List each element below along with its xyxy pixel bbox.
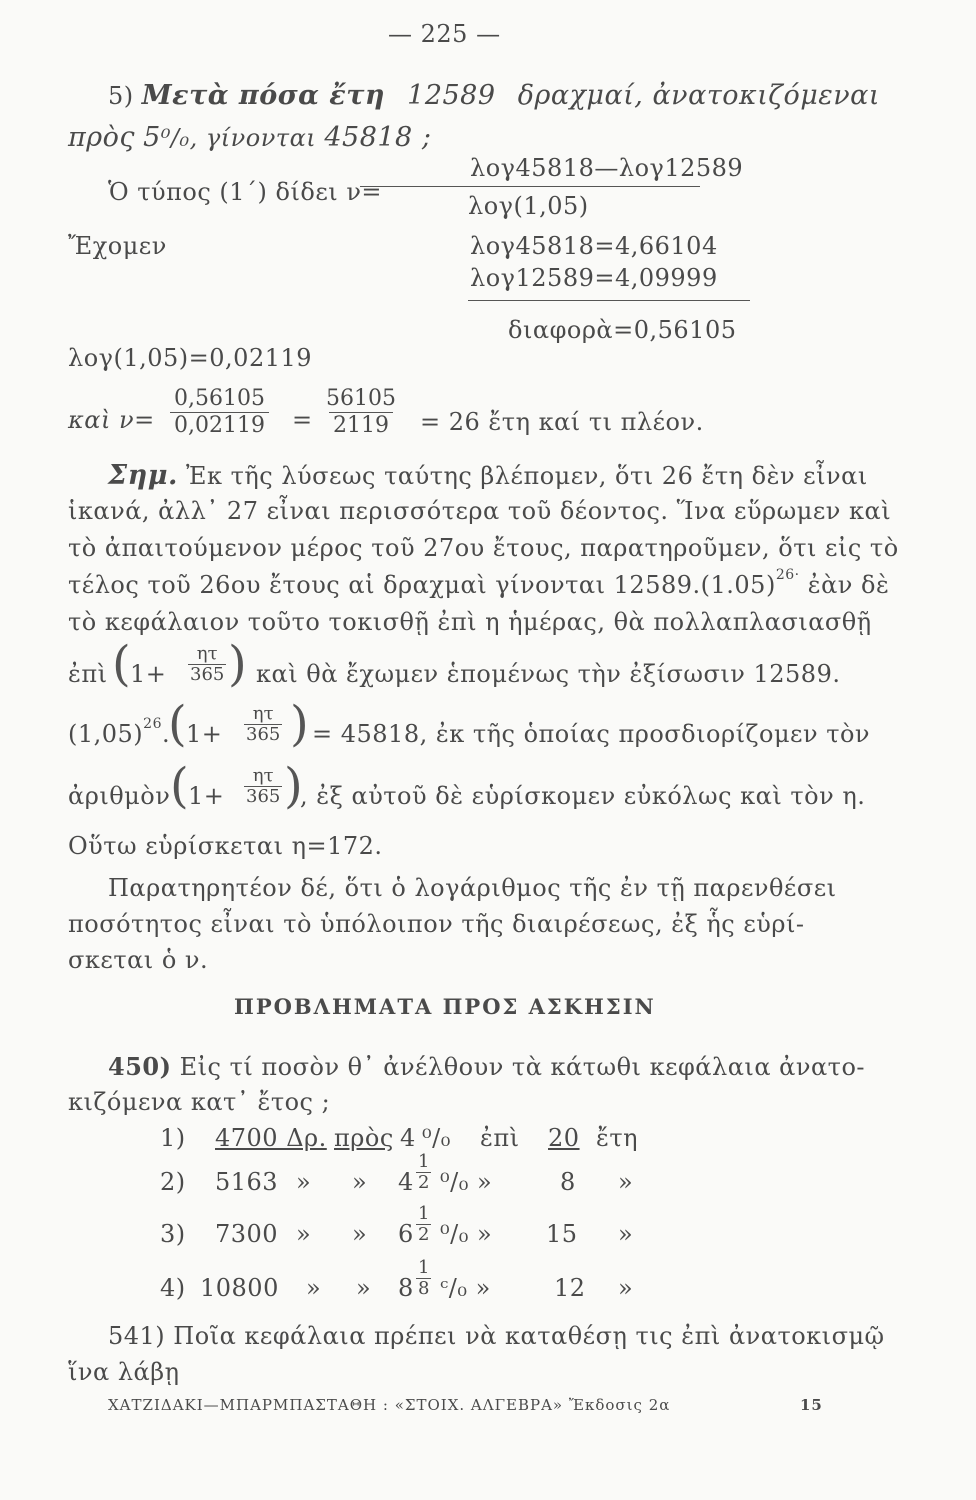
subtraction-rule bbox=[468, 300, 750, 301]
row-ditto-3: » bbox=[618, 1220, 634, 1248]
row-ditto: » bbox=[306, 1274, 322, 1302]
formula-rule bbox=[360, 186, 700, 187]
eta-tau-num-2: ητ bbox=[252, 703, 274, 724]
formula-denominator: λογ(1,05) bbox=[468, 192, 589, 220]
exponent-26: 26 bbox=[143, 716, 162, 732]
row-years: 15 bbox=[546, 1220, 578, 1248]
close-paren-3: ) bbox=[284, 758, 303, 814]
exercise-541-line-2: ἵνα λάβῃ bbox=[68, 1358, 180, 1386]
open-paren-3: ( bbox=[170, 758, 189, 814]
note-line-12: σκεται ὁ ν. bbox=[68, 946, 209, 974]
difference: διαφορὰ=0,56105 bbox=[508, 316, 737, 344]
row-fraction-num: 1 bbox=[418, 1203, 430, 1224]
row-ditto-2: » bbox=[356, 1274, 372, 1302]
problem-5-text-2: δραχμαί, ἀνατοκιζόμεναι bbox=[517, 80, 880, 111]
one-plus: 1+ bbox=[130, 660, 167, 688]
row-fraction-num: 1 bbox=[418, 1151, 430, 1172]
kai-v: καὶ ν= bbox=[68, 406, 155, 434]
fraction-1-numerator: 0,56105 bbox=[174, 386, 265, 411]
exercise-450-line-2: κιζόμενα κατ᾿ ἔτος ; bbox=[68, 1088, 331, 1116]
row-pros: πρὸς bbox=[334, 1124, 394, 1152]
row-ditto-3: » bbox=[618, 1274, 634, 1302]
row-amount: 7300 bbox=[215, 1220, 279, 1248]
problem-5-rate: 5 bbox=[143, 122, 161, 153]
note-line-2: ἱκανά, ἀλλ᾿ 27 εἶναι περισσότερα τοῦ δέοντος. Ἵνα εὕρωμεν καὶ bbox=[68, 497, 892, 525]
one-plus-2: 1+ bbox=[186, 720, 223, 748]
open-paren-2: ( bbox=[168, 696, 187, 752]
row-ditto-2: » bbox=[352, 1168, 368, 1196]
row-years: 12 bbox=[554, 1274, 586, 1302]
log-45818: λογ45818=4,66104 bbox=[470, 232, 718, 260]
note-line-3: τὸ ἀπαιτούμενον μέρος τοῦ 27ου ἔτους, παρατηροῦμεν, ὅτι εἰς τὸ bbox=[68, 534, 899, 562]
close-paren: ) bbox=[228, 636, 247, 692]
row-rate: 4 bbox=[400, 1124, 416, 1152]
row-number: 2) bbox=[160, 1168, 186, 1196]
note-line-1: Ἐκ τῆς λύσεως ταύτης βλέπομεν, ὅτι 26 ἔτη δὲν εἶναι bbox=[186, 462, 868, 490]
row-number: 4) bbox=[160, 1274, 186, 1302]
fraction-2 bbox=[322, 386, 400, 439]
problem-5-final: 45818 ; bbox=[324, 122, 432, 153]
row-rate-unit: ⁰/₀ bbox=[422, 1124, 451, 1152]
row-ditto: » bbox=[296, 1220, 312, 1248]
eta-tau-fraction-3 bbox=[244, 766, 282, 807]
row-fraction-den: 2 bbox=[418, 1224, 430, 1245]
row-rate: 6 bbox=[398, 1220, 414, 1248]
row-ditto: » bbox=[296, 1168, 312, 1196]
equals-sign: = bbox=[292, 406, 313, 434]
exercise-541-line-1: 541) Ποῖα κεφάλαια πρέπει νὰ καταθέσῃ τις ἐπὶ ἀνατοκισμῷ bbox=[108, 1322, 885, 1350]
fraction-1-denominator: 0,02119 bbox=[170, 412, 269, 439]
row-ete: ἔτη bbox=[596, 1124, 639, 1152]
eta-tau-num: ητ bbox=[196, 643, 218, 664]
note-line-4-end: ἐὰν δὲ bbox=[807, 571, 890, 599]
formula-lead: Ὁ τύπος (1΄) δίδει ν= bbox=[108, 178, 383, 206]
note-line-4-exponent: 26· bbox=[775, 567, 800, 583]
row-years: 20 bbox=[548, 1124, 580, 1152]
formula-numerator: λογ45818—λογ12589 bbox=[470, 154, 744, 182]
close-paren-2: ) bbox=[290, 696, 309, 752]
row-fraction-num: 1 bbox=[418, 1257, 430, 1278]
log-1-05: λογ(1,05)=0,02119 bbox=[68, 344, 313, 372]
row-rate: 8 bbox=[398, 1274, 414, 1302]
row-amount: 5163 bbox=[215, 1168, 279, 1196]
footer-sheet-number: 15 bbox=[800, 1396, 823, 1414]
row-ditto-3: » bbox=[618, 1168, 634, 1196]
note-line-11: ποσότητος εἶναι τὸ ὑπόλοιπον τῆς διαιρέσεως, ἐξ ἧς εὑρί- bbox=[68, 910, 805, 938]
row-fraction bbox=[416, 1258, 431, 1299]
eta-tau-den: 365 bbox=[190, 664, 225, 685]
result: = 26 ἔτη καί τι πλέον. bbox=[420, 408, 704, 436]
note-line-6-start: ἐπὶ bbox=[68, 660, 108, 688]
row-rate-unit: ⁰/₀ » bbox=[440, 1220, 493, 1248]
row-rate: 4 bbox=[398, 1168, 414, 1196]
problem-5-text: Μετὰ πόσα ἔτη bbox=[141, 80, 385, 111]
exomen-label: Ἔχομεν bbox=[68, 232, 167, 260]
row-years: 8 bbox=[560, 1168, 576, 1196]
row-epi: ἐπὶ bbox=[480, 1124, 520, 1152]
row-rate-unit: ᶜ/₀ » bbox=[440, 1274, 491, 1302]
note-line-10: Παρατηρητέον δέ, ὅτι ὁ λογάριθμος τῆς ἐν τῇ παρενθέσει bbox=[108, 874, 837, 902]
problem-5-pros: πρὸς bbox=[68, 122, 135, 153]
exercise-450-line-1: Εἰς τί ποσὸν θ᾿ ἀνέλθουν τὰ κάτωθι κεφάλαια ἀνατο- bbox=[179, 1053, 866, 1081]
problem-5-rate-unit: ⁰/₀, γίνονται bbox=[160, 124, 317, 152]
eta-tau-num-3: ητ bbox=[252, 765, 274, 786]
note-line-7-end: = 45818, ἐκ τῆς ὁποίας προσδιορίζομεν τὸν bbox=[312, 720, 871, 748]
note-line-8-start: ἀριθμὸν bbox=[68, 782, 171, 810]
row-number: 1) bbox=[160, 1124, 186, 1152]
eta-tau-den-2: 365 bbox=[246, 724, 281, 745]
row-fraction-den: 2 bbox=[418, 1172, 430, 1193]
problem-5-principal: 12589 bbox=[407, 80, 496, 111]
note-label: Σημ. bbox=[108, 460, 178, 491]
page-number: — 225 — bbox=[388, 20, 501, 48]
row-amount: 10800 bbox=[200, 1274, 279, 1302]
row-fraction bbox=[416, 1152, 431, 1193]
fraction-2-numerator: 56105 bbox=[326, 386, 396, 411]
row-number: 3) bbox=[160, 1220, 186, 1248]
open-paren: ( bbox=[112, 636, 131, 692]
row-fraction bbox=[416, 1204, 431, 1245]
note-line-7-start: (1,05) bbox=[68, 720, 144, 748]
note-line-8-end: , ἐξ αὐτοῦ δὲ εὑρίσκομεν εὐκόλως καὶ τὸν η. bbox=[300, 782, 866, 810]
problem-5-number: 5) bbox=[108, 82, 134, 110]
dot: . bbox=[162, 720, 171, 748]
row-ditto-2: » bbox=[352, 1220, 368, 1248]
section-heading: ΠΡΟΒΛΗΜΑΤΑ ΠΡΟΣ ΑΣΚΗΣΙΝ bbox=[234, 994, 656, 1019]
fraction-2-denominator: 2119 bbox=[329, 412, 393, 439]
note-line-9: Οὕτω εὑρίσκεται η=172. bbox=[68, 832, 383, 860]
exercise-450-number: 450) bbox=[108, 1052, 172, 1081]
one-plus-3: 1+ bbox=[188, 782, 225, 810]
eta-tau-fraction bbox=[188, 644, 226, 685]
note-line-6-end: καὶ θὰ ἔχωμεν ἑπομένως τὴν ἐξίσωσιν 12589. bbox=[256, 660, 841, 688]
note-line-4: τέλος τοῦ 26ου ἔτους αἱ δραχμαὶ γίνονται 12589.(1.05) bbox=[68, 571, 776, 599]
log-12589: λογ12589=4,09999 bbox=[470, 264, 718, 292]
eta-tau-den-3: 365 bbox=[246, 786, 281, 807]
note-line-5: τὸ κεφάλαιον τοῦτο τοκισθῇ ἐπὶ η ἡμέρας, θὰ πολλαπλασιασθῇ bbox=[68, 608, 872, 636]
row-amount: 4700 Δρ. bbox=[215, 1124, 327, 1152]
footer-text: ΧΑΤΖΙΔΑΚΙ—ΜΠΑΡΜΠΑΣΤΑΘΗ : «ΣΤΟΙΧ. ΑΛΓΕΒΡΑ» Ἔκδοσις 2α bbox=[108, 1396, 671, 1414]
fraction-1 bbox=[170, 386, 269, 439]
row-rate-unit: ⁰/₀ » bbox=[440, 1168, 493, 1196]
eta-tau-fraction-2 bbox=[244, 704, 282, 745]
row-fraction-den: 8 bbox=[418, 1278, 430, 1299]
